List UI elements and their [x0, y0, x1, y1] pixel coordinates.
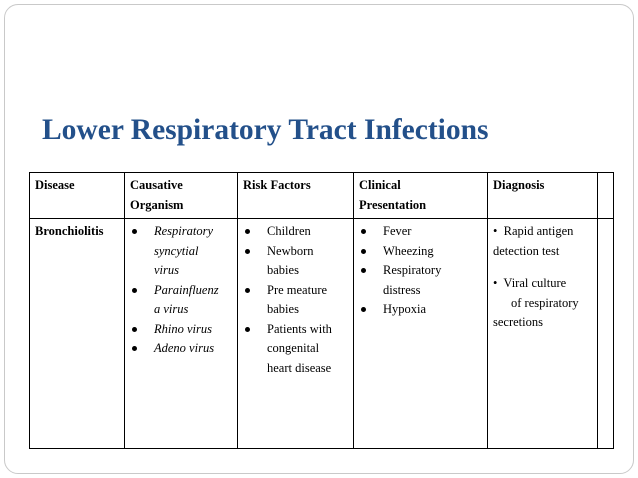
risk-line: congenital [267, 341, 320, 355]
header-causative-line1: Causative [130, 178, 183, 192]
risk-line: Pre meature [267, 282, 328, 297]
organism-line: virus [154, 263, 179, 277]
bullet-icon: • [493, 224, 498, 238]
list-item [130, 281, 232, 320]
risk-factor-list [243, 222, 348, 378]
list-item [130, 320, 232, 340]
header-empty-cell [598, 173, 614, 219]
header-causative-line2: Organism [130, 197, 184, 212]
organism-line: Respiratory [154, 224, 214, 238]
list-item [243, 320, 348, 379]
header-clinical-line1: Clinical [359, 178, 401, 192]
risk-factors-cell [238, 219, 354, 449]
list-item [243, 222, 348, 242]
header-risk-factors: Risk Factors [238, 173, 354, 219]
header-clinical-line2: Presentation [359, 197, 427, 212]
table-row [30, 219, 614, 449]
organism-cell [125, 219, 238, 449]
risk-line: Patients with [267, 321, 332, 336]
clinical-line: Respiratory [383, 263, 442, 277]
header-clinical-presentation [354, 173, 488, 219]
clinical-list [359, 222, 482, 320]
diagnosis-item-1 [493, 222, 592, 242]
disease-cell: Bronchiolitis [30, 219, 125, 449]
table-header-row [30, 173, 614, 219]
organism-list [130, 222, 232, 359]
diagnosis-line: Rapid antigen [503, 224, 574, 238]
risk-line: babies [267, 302, 299, 316]
clinical-line: Wheezing [383, 243, 434, 258]
clinical-line: Hypoxia [383, 302, 427, 316]
list-item [359, 222, 482, 242]
list-item [243, 281, 348, 320]
organism-line: syncytial [154, 243, 199, 258]
list-item [130, 222, 232, 281]
organism-line: Parainfluenz [154, 282, 219, 297]
list-item [359, 300, 482, 320]
risk-line: heart disease [267, 360, 332, 375]
diagnosis-line: detection test [493, 243, 560, 258]
list-item [243, 242, 348, 281]
risk-line: Children [267, 224, 311, 238]
slide-title: Lower Respiratory Tract Infections [42, 114, 489, 146]
diagnosis-cell [488, 219, 598, 449]
diagnosis-item-2 [493, 274, 592, 294]
infection-table [29, 172, 614, 449]
risk-line: Newborn [267, 243, 314, 258]
list-item [359, 242, 482, 262]
empty-cell [598, 219, 614, 449]
organism-line: Rhino virus [154, 321, 212, 336]
diagnosis-line: Viral culture [503, 276, 567, 290]
list-item [130, 339, 232, 359]
risk-line: babies [267, 263, 299, 277]
clinical-presentation-cell [354, 219, 488, 449]
header-diagnosis: Diagnosis [488, 173, 598, 219]
list-item [359, 261, 482, 300]
diagnosis-line: secretions [493, 315, 543, 329]
organism-line: Adeno virus [154, 341, 215, 355]
header-causative-organism [125, 173, 238, 219]
diagnosis-line: of respiratory [511, 295, 579, 310]
organism-line: a virus [154, 302, 189, 316]
bullet-icon: • [493, 276, 498, 290]
clinical-line: Fever [383, 224, 412, 238]
header-disease: Disease [30, 173, 125, 219]
clinical-line: distress [383, 282, 421, 297]
